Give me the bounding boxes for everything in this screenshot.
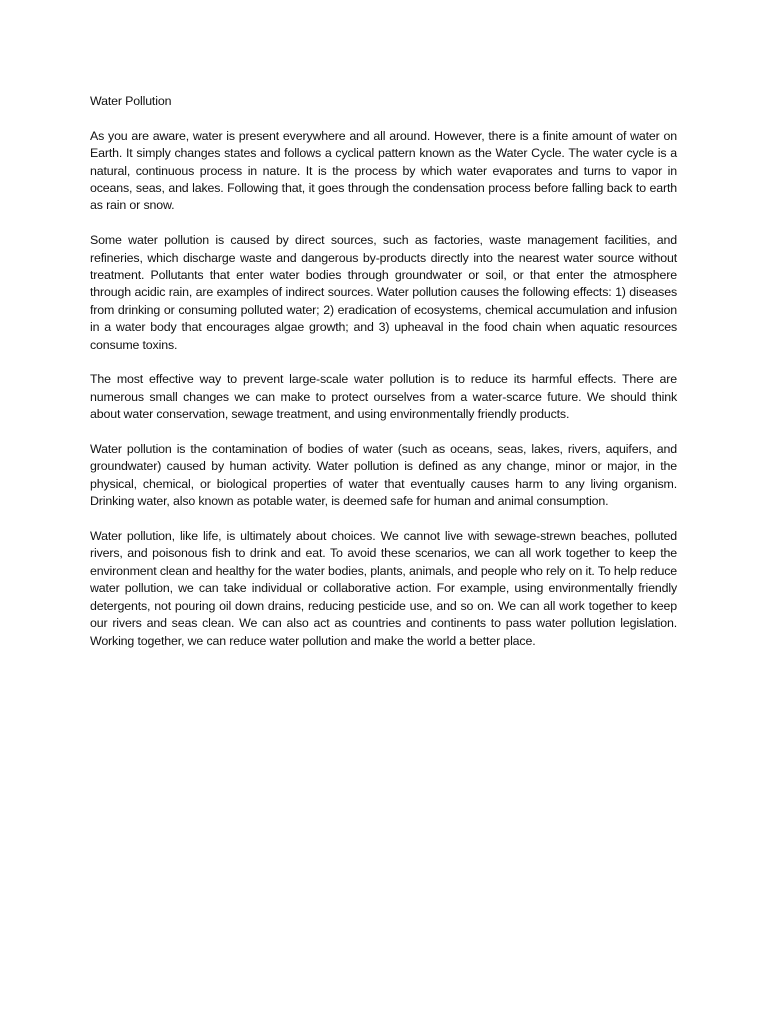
document-title: Water Pollution [90,94,172,108]
paragraph-definition: Water pollution is the contamination of bodies of water (such as oceans, seas, lakes, rivers, aquifers, and groundwater) caused by human activity. Water pollution is defined as any change, minor or major, in the physical, chemical, or biological properties of water that eventually causes harm to any living organism. Drinking water, also known as potable water, is deemed safe for human and animal consumption. [90,442,677,509]
paragraph-conclusion: Water pollution, like life, is ultimately about choices. We cannot live with sewage-strewn beaches, polluted rivers, and poisonous fish to drink and eat. To avoid these scenarios, we can all work together to keep the environment clean and healthy for the water bodies, plants, animals, and people who rely on it. To help reduce water pollution, we can take individual or collaborative action. For example, using environmentally friendly detergents, not pouring oil down drains, reducing pesticide use, and so on. We can all work together to keep our rivers and seas clean. We can also act as countries and continents to pass water pollution legislation. Working together, we can reduce water pollution and make the world a better place. [90,529,677,648]
document-page [90,93,677,667]
paragraph-sources-and-effects: Some water pollution is caused by direct sources, such as factories, waste management facilities, and refineries, which discharge waste and dangerous by-products directly into the nearest water source without treatment. Pollutants that enter water bodies through groundwater or soil, or that enter the atmosphere through acidic rain, are examples of indirect sources. Water pollution causes the following effects: 1) diseases from drinking or consuming polluted water; 2) eradication of ecosystems, chemical accumulation and infusion in a water body that encourages algae growth; and 3) upheaval in the food chain when aquatic resources consume toxins. [90,233,677,352]
paragraph-prevention: The most effective way to prevent large-scale water pollution is to reduce its harmful effects. There are numerous small changes we can make to protect ourselves from a water-scarce future. We should think about water conservation, sewage treatment, and using environmentally friendly products. [90,372,677,422]
paragraph-water-cycle: As you are aware, water is present everywhere and all around. However, there is a finite amount of water on Earth. It simply changes states and follows a cyclical pattern known as the Water Cycle. The water cycle is a natural, continuous process in nature. It is the process by which water evaporates and turns to vapor in oceans, seas, and lakes. Following that, it goes through the condensation process before falling back to earth as rain or snow. [90,128,677,213]
